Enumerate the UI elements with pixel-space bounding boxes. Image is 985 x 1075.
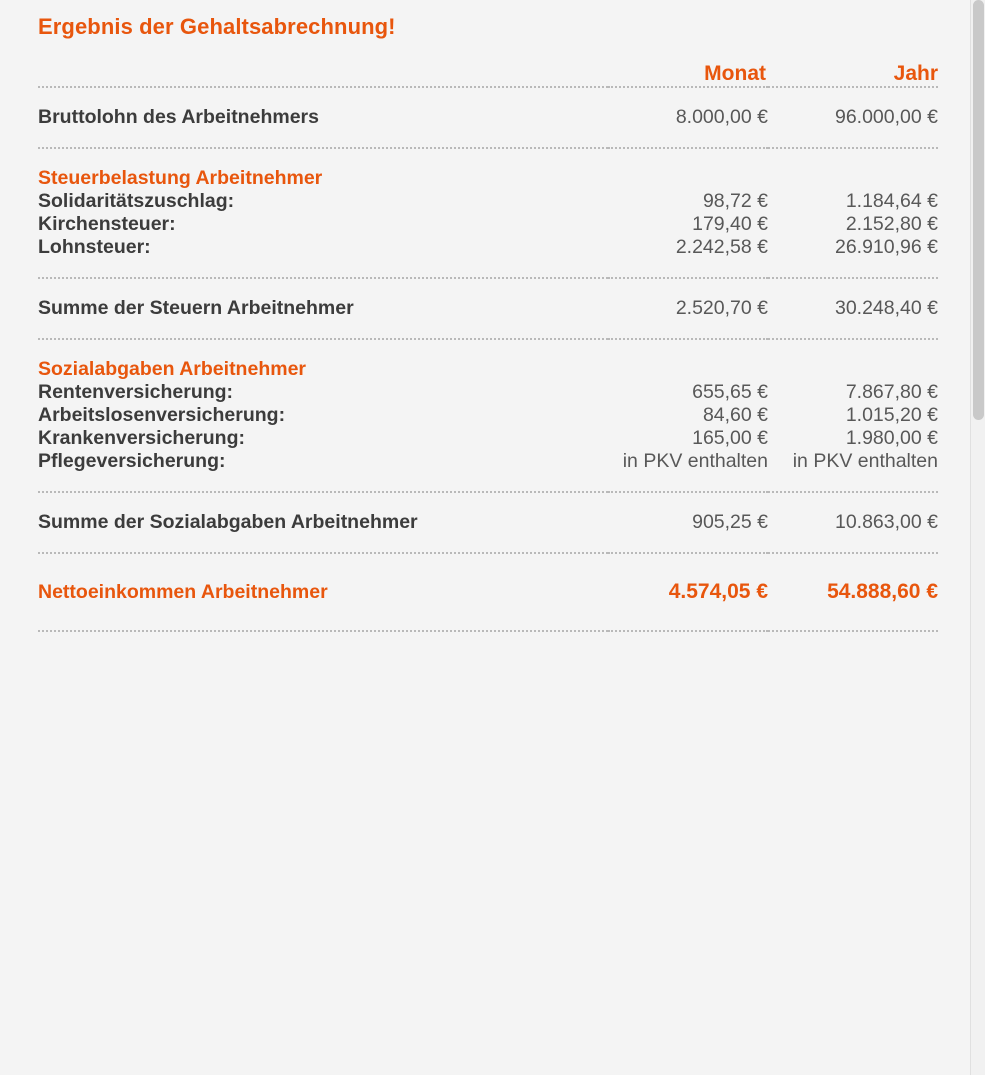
row-label: Pflegeversicherung: bbox=[38, 450, 226, 472]
taxes-total-month: 2.520,70 € bbox=[675, 297, 768, 319]
social-total-year: 10.863,00 € bbox=[834, 511, 938, 533]
spacer bbox=[38, 148, 938, 167]
spacer bbox=[38, 534, 938, 552]
section-heading-social bbox=[38, 358, 938, 381]
table-row-net bbox=[38, 580, 938, 604]
gross-month: 8.000,00 € bbox=[675, 106, 768, 128]
spacer bbox=[38, 129, 938, 147]
row-label: Lohnsteuer: bbox=[38, 236, 151, 258]
row-month: 98,72 € bbox=[702, 190, 768, 212]
spacer bbox=[38, 553, 938, 580]
gross-label: Bruttolohn des Arbeitnehmers bbox=[38, 106, 319, 128]
spacer bbox=[38, 492, 938, 511]
spacer bbox=[38, 604, 938, 630]
row-year: in PKV enthalten bbox=[792, 450, 938, 472]
row-month: 165,00 € bbox=[692, 427, 768, 449]
section-heading-taxes bbox=[38, 167, 938, 190]
row-year: 26.910,96 € bbox=[834, 236, 938, 258]
table-row bbox=[38, 404, 938, 427]
row-month: 655,65 € bbox=[692, 381, 768, 403]
row-label: Rentenversicherung: bbox=[38, 381, 234, 403]
spacer bbox=[38, 278, 938, 297]
net-month: 4.574,05 € bbox=[668, 580, 768, 603]
spacer bbox=[38, 320, 938, 338]
row-label: Kirchensteuer: bbox=[38, 213, 176, 235]
table-header-row bbox=[38, 62, 938, 86]
table-row bbox=[38, 190, 938, 213]
header-label bbox=[38, 62, 608, 86]
table-row-gross bbox=[38, 106, 938, 129]
table-row bbox=[38, 427, 938, 450]
table-row bbox=[38, 236, 938, 259]
table-row bbox=[38, 381, 938, 404]
social-total-month: 905,25 € bbox=[692, 511, 768, 533]
vertical-scrollbar[interactable] bbox=[970, 0, 985, 1075]
row-year: 1.980,00 € bbox=[845, 427, 938, 449]
spacer bbox=[38, 473, 938, 491]
payroll-result-table bbox=[38, 62, 938, 632]
divider bbox=[38, 630, 938, 631]
row-month: in PKV enthalten bbox=[622, 450, 768, 472]
row-label: Solidaritätszuschlag: bbox=[38, 190, 235, 212]
social-total-label: Summe der Sozialabgaben Arbeitnehmer bbox=[38, 511, 418, 533]
taxes-total-year: 30.248,40 € bbox=[834, 297, 938, 319]
row-year: 2.152,80 € bbox=[845, 213, 938, 235]
page-title: Ergebnis der Gehaltsabrechnung! bbox=[38, 14, 396, 39]
row-year: 1.184,64 € bbox=[845, 190, 938, 212]
spacer bbox=[38, 339, 938, 358]
row-label: Arbeitslosenversicherung: bbox=[38, 404, 286, 426]
gross-year: 96.000,00 € bbox=[834, 106, 938, 128]
header-month: Monat bbox=[704, 62, 766, 85]
row-month: 179,40 € bbox=[692, 213, 768, 235]
table-row-social-total bbox=[38, 511, 938, 534]
social-heading: Sozialabgaben Arbeitnehmer bbox=[38, 358, 307, 380]
row-month: 84,60 € bbox=[702, 404, 768, 426]
table-row bbox=[38, 450, 938, 473]
row-label: Krankenversicherung: bbox=[38, 427, 245, 449]
header-year: Jahr bbox=[893, 62, 938, 85]
taxes-total-label: Summe der Steuern Arbeitnehmer bbox=[38, 297, 354, 319]
row-year: 1.015,20 € bbox=[845, 404, 938, 426]
scrollbar-thumb[interactable] bbox=[973, 0, 984, 420]
spacer bbox=[38, 87, 938, 106]
taxes-heading: Steuerbelastung Arbeitnehmer bbox=[38, 167, 323, 189]
net-label: Nettoeinkommen Arbeitnehmer bbox=[38, 580, 328, 603]
net-year: 54.888,60 € bbox=[827, 580, 938, 603]
row-year: 7.867,80 € bbox=[845, 381, 938, 403]
spacer bbox=[38, 259, 938, 277]
table-row-taxes-total bbox=[38, 297, 938, 320]
row-month: 2.242,58 € bbox=[675, 236, 768, 258]
table-row bbox=[38, 213, 938, 236]
